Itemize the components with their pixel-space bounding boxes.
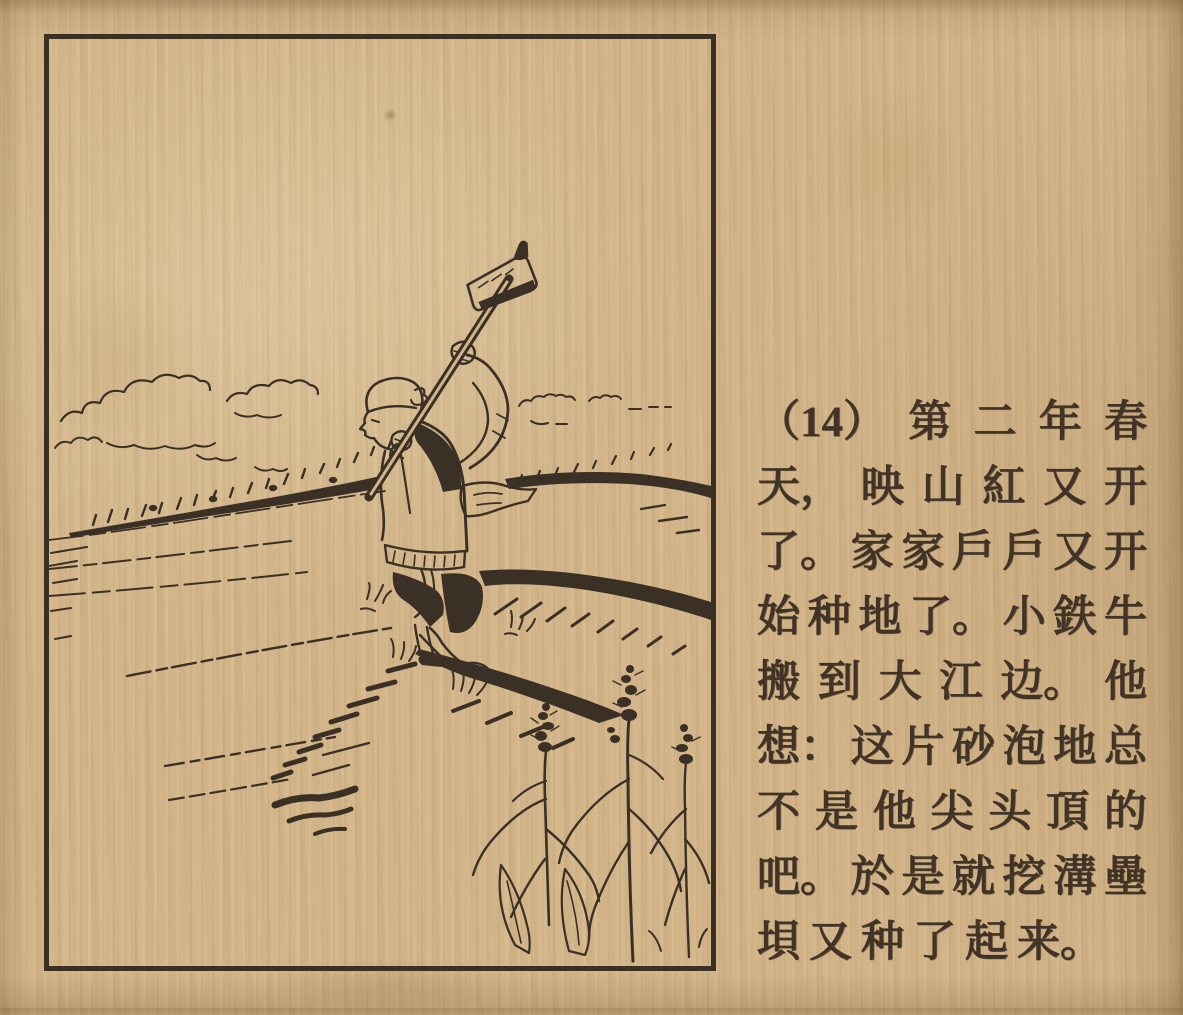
caption-token: 开 [1103,529,1147,576]
caption-line [757,581,1147,646]
caption-token: 吧。 [757,854,843,901]
caption-line [757,906,1147,971]
caption-token: 开 [1103,464,1147,511]
caption-token: 戶 [1002,529,1046,576]
caption-token: 搬 [757,659,800,706]
caption-line [757,646,1147,711]
caption-token: 於 [850,854,894,901]
face-profile [360,412,389,449]
caption-token: 天， [757,464,843,511]
caption-token: 总 [1103,724,1147,771]
caption-token: 江 [939,659,983,706]
caption-line [757,386,1147,451]
caption-token: 山 [921,464,965,511]
caption-token: （14） [757,399,886,446]
vest-shading [415,424,462,492]
caption-token: 的 [1103,789,1147,836]
caption-token: 春 [1104,399,1147,446]
hoe-blade [457,239,546,315]
caption-token: 又 [809,919,852,966]
caption-token: 始 [757,594,800,641]
illustration-drawing [49,39,711,966]
caption-token: 鉄 [1053,594,1097,641]
caption-token: 种 [807,594,851,641]
caption-token: 他 [1103,659,1147,706]
caption-token: 地 [1053,724,1097,771]
caption-line [757,516,1147,581]
cloth-bundle [461,483,536,517]
caption-text [757,386,1147,971]
caption-token: 牛 [1103,594,1147,641]
caption-token: 垻 [757,919,800,966]
caption-token: 就 [951,854,995,901]
caption-token: 戶 [951,529,995,576]
caption-token: 是 [901,854,945,901]
caption-token: 二 [973,399,1017,446]
caption-token: 不 [757,789,800,836]
caption-token: 溝 [1053,854,1097,901]
caption-token: 挖 [1002,854,1046,901]
caption-token: 又 [1043,464,1087,511]
caption-token: 年 [1038,399,1082,446]
caption-token: 頂 [1046,789,1090,836]
clouds-right [519,394,671,424]
caption-token: 想： [757,724,843,771]
caption-token: 映 [860,464,904,511]
clouds-left [55,375,318,471]
caption-token: 边。 [1000,659,1087,706]
caption-token: 片 [901,724,945,771]
caption-line [757,451,1147,516]
caption-token: 头 [988,789,1032,836]
caption-token: 了 [913,919,956,966]
caption-line [757,711,1147,776]
caption-line [757,776,1147,841]
caption-token: 紅 [982,464,1026,511]
caption-line [757,841,1147,906]
caption-token: 家 [850,529,894,576]
caption-token: 来。 [1017,919,1103,966]
caption-token: 第 [908,399,952,446]
paper-stain [800,90,990,240]
caption-token: 到 [817,659,861,706]
caption-token: 了。 [757,529,843,576]
illustration-panel [44,34,716,971]
shorts [441,573,483,633]
caption-token: 是 [814,789,858,836]
caption-token: 砂 [951,724,995,771]
caption-token: 起 [965,919,1008,966]
caption-token: 他 [872,789,916,836]
caption-token: 大 [878,659,922,706]
caption-token: 了。 [908,594,995,641]
caption-token: 种 [861,919,904,966]
caption-token: 泡 [1002,724,1046,771]
caption-token: 地 [858,594,902,641]
caption-token: 尖 [930,789,974,836]
farmer-figure [360,342,536,695]
caption-token: 壘 [1103,854,1147,901]
caption-token: 小 [1002,594,1046,641]
headscarf [366,378,422,420]
caption-token: 又 [1053,529,1097,576]
treeline [49,441,391,540]
caption-token: 这 [850,724,894,771]
caption-token: 家 [901,529,945,576]
